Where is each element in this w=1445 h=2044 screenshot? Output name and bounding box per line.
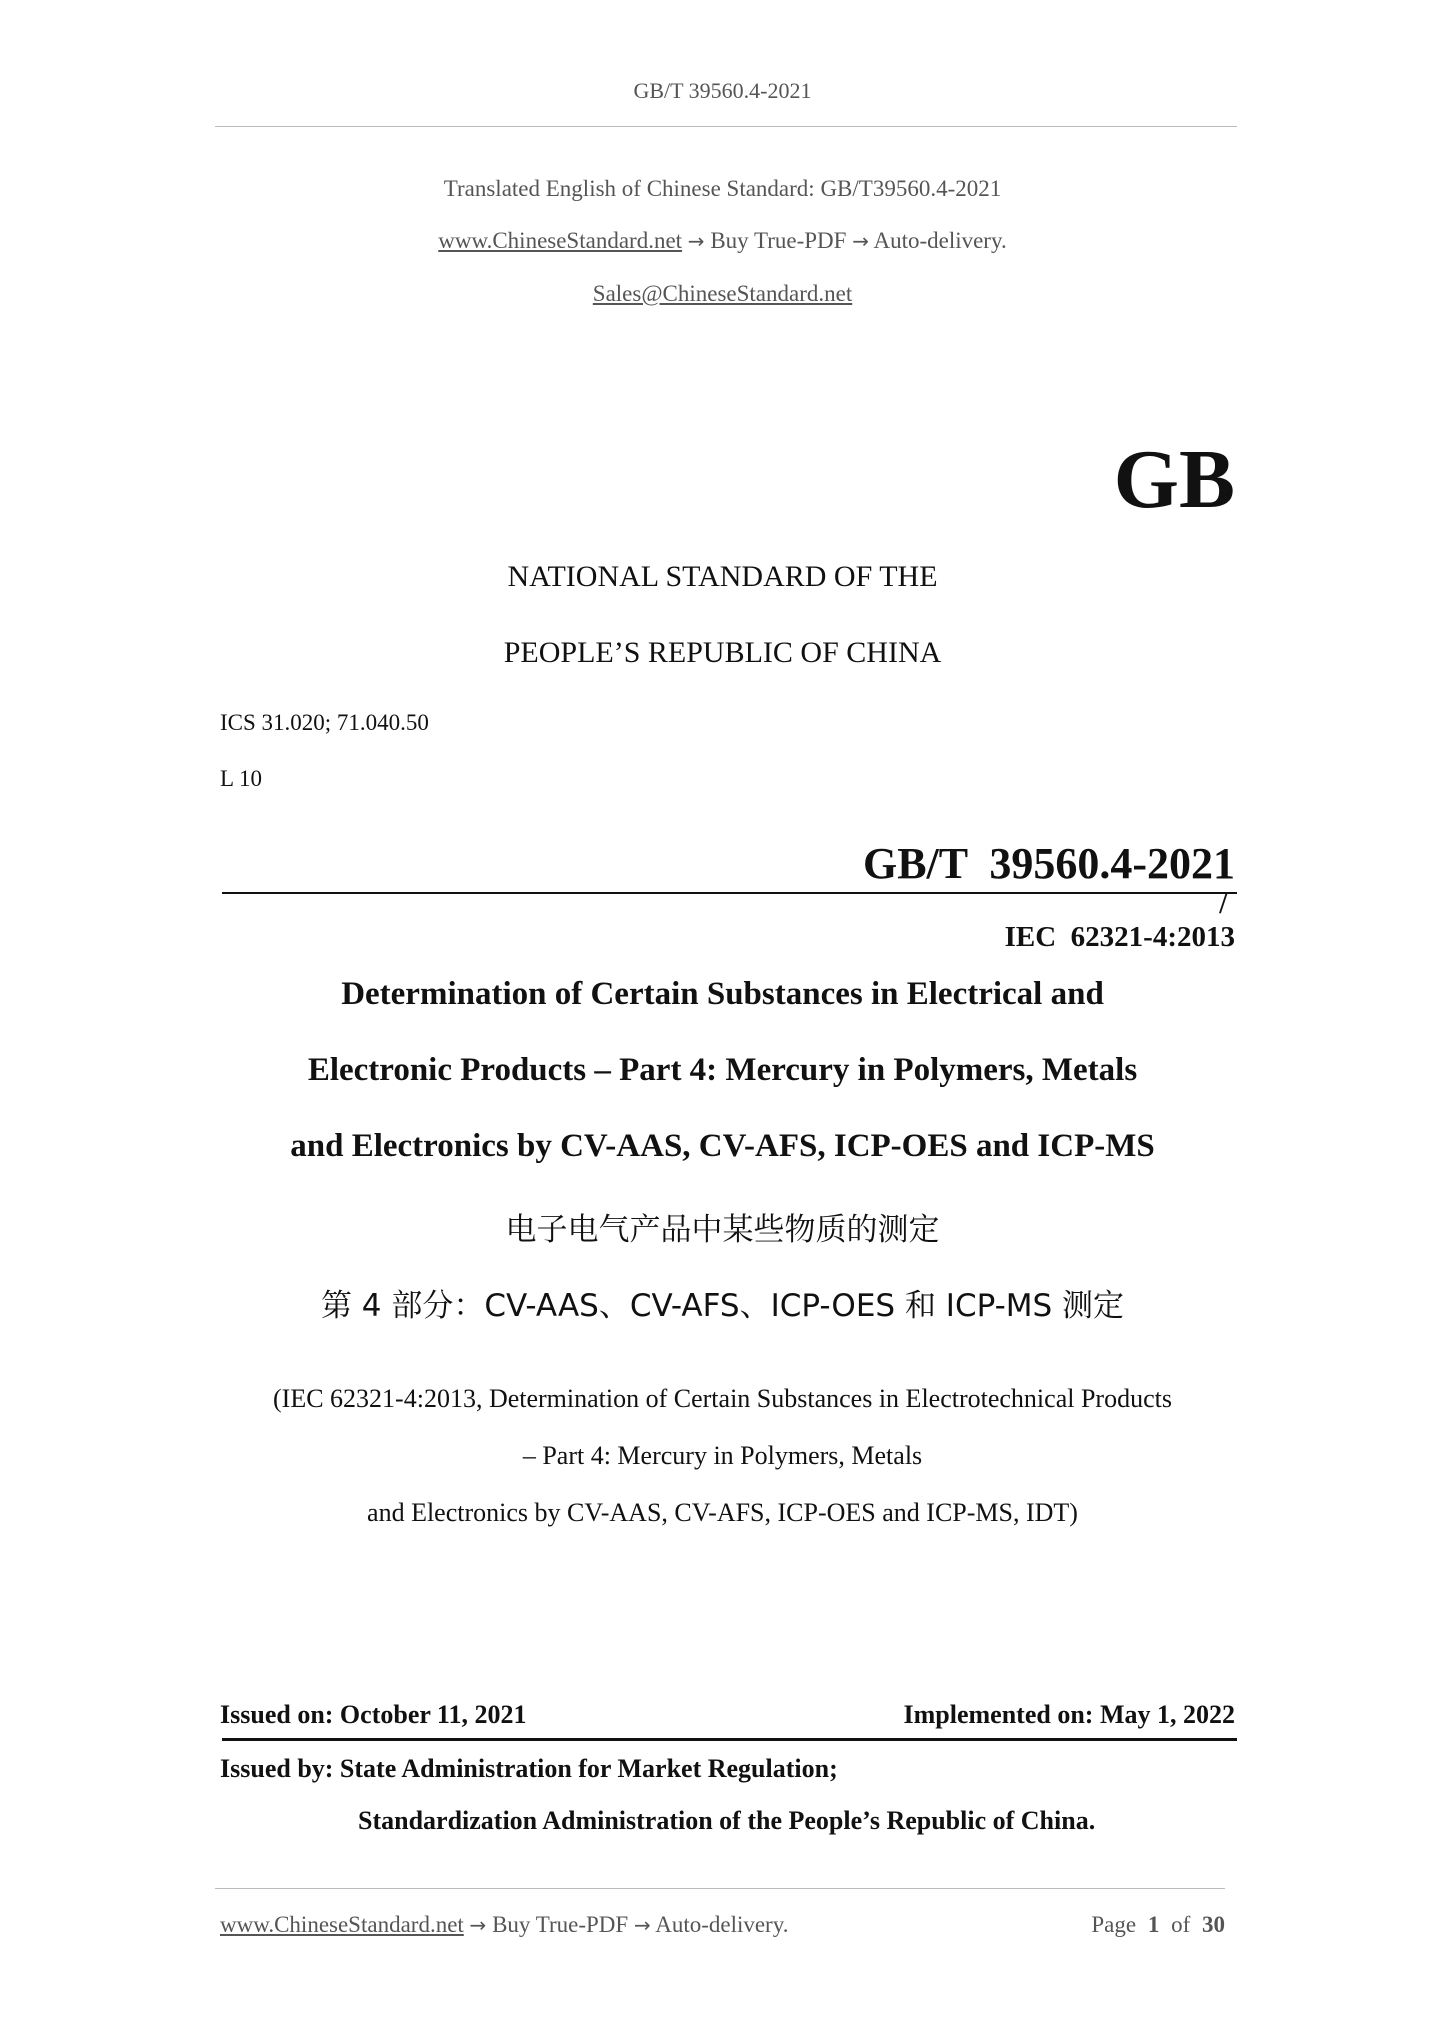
ics-code: ICS 31.020; 71.040.50: [220, 710, 429, 735]
arrow-right-icon: →: [633, 1913, 651, 1937]
footer-buy-line: [220, 1912, 788, 1938]
iec-number: IEC 62321-4:2013: [1004, 921, 1235, 953]
std-number: GB/T 39560.4-2021: [862, 839, 1235, 888]
sales-line: [0, 281, 1445, 307]
std-slash: /: [1219, 889, 1227, 920]
sales-email-link[interactable]: Sales@ChineseStandard.net: [592, 281, 853, 306]
title-cn-line1: 电子电气产品中某些物质的测定: [505, 1212, 940, 1248]
footer-site-link[interactable]: www.ChineseStandard.net: [220, 1912, 464, 1937]
arrow-right-icon: →: [469, 1913, 487, 1937]
translated-line: Translated English of Chinese Standard: GB/T39560.4-2021: [443, 176, 1002, 201]
implemented-on: Implemented on: May 1, 2022: [903, 1700, 1235, 1729]
page-counter: [900, 1912, 1225, 1938]
national-heading-line2: PEOPLE’S REPUBLIC OF CHINA: [503, 636, 942, 669]
arrow-right-icon: →: [687, 229, 705, 253]
title-cn-line2: 第 4 部分：CV-AAS、CV-AFS、ICP-OES 和 ICP-MS 测定: [320, 1288, 1125, 1324]
footer-delivery-text: Auto-delivery.: [655, 1912, 789, 1937]
running-header: [0, 78, 1445, 104]
running-title: GB/T 39560.4-2021: [633, 78, 812, 103]
gb-logo: GB: [1113, 433, 1235, 526]
title-en-line3: and Electronics by CV-AAS, CV-AFS, ICP-OES and ICP-MS: [290, 1128, 1155, 1164]
buy-text: Buy True-PDF: [710, 228, 847, 253]
equivalence-line1: (IEC 62321-4:2013, Determination of Certain Substances in Electrotechnical Products: [273, 1384, 1172, 1413]
translated-notice: [0, 176, 1445, 202]
ccs-code: L 10: [220, 766, 262, 791]
equivalence-line2: – Part 4: Mercury in Polymers, Metals: [522, 1441, 923, 1470]
title-en-line1: Determination of Certain Substances in Electrical and: [341, 976, 1104, 1012]
delivery-text: Auto-delivery.: [873, 228, 1007, 253]
title-en-line2: Electronic Products – Part 4: Mercury in Polymers, Metals: [307, 1052, 1138, 1088]
buy-line: [0, 228, 1445, 254]
of-label: of: [1171, 1912, 1191, 1937]
footer-buy-text: Buy True-PDF: [492, 1912, 629, 1937]
equivalence-line3: and Electronics by CV-AAS, CV-AFS, ICP-OES and ICP-MS, IDT): [367, 1498, 1078, 1527]
standard-number-rule: [222, 892, 1237, 894]
page-total: 30: [1202, 1912, 1225, 1937]
page-label: Page: [1091, 1912, 1137, 1937]
issued-on: Issued on: October 11, 2021: [220, 1700, 527, 1729]
dates-rule: [222, 1738, 1237, 1741]
footer-divider: [215, 1888, 1225, 1889]
issued-by-line1: Issued by: State Administration for Market Regulation;: [220, 1754, 838, 1783]
standard-number-line: [220, 820, 1235, 954]
page-number: 1: [1147, 1912, 1160, 1937]
issued-by-line2: Standardization Administration of the People’s Republic of China.: [358, 1806, 1096, 1835]
header-divider: [215, 126, 1237, 127]
national-heading-line1: NATIONAL STANDARD OF THE: [507, 560, 938, 593]
site-link[interactable]: www.ChineseStandard.net: [438, 228, 683, 253]
arrow-right-icon: →: [852, 229, 869, 253]
